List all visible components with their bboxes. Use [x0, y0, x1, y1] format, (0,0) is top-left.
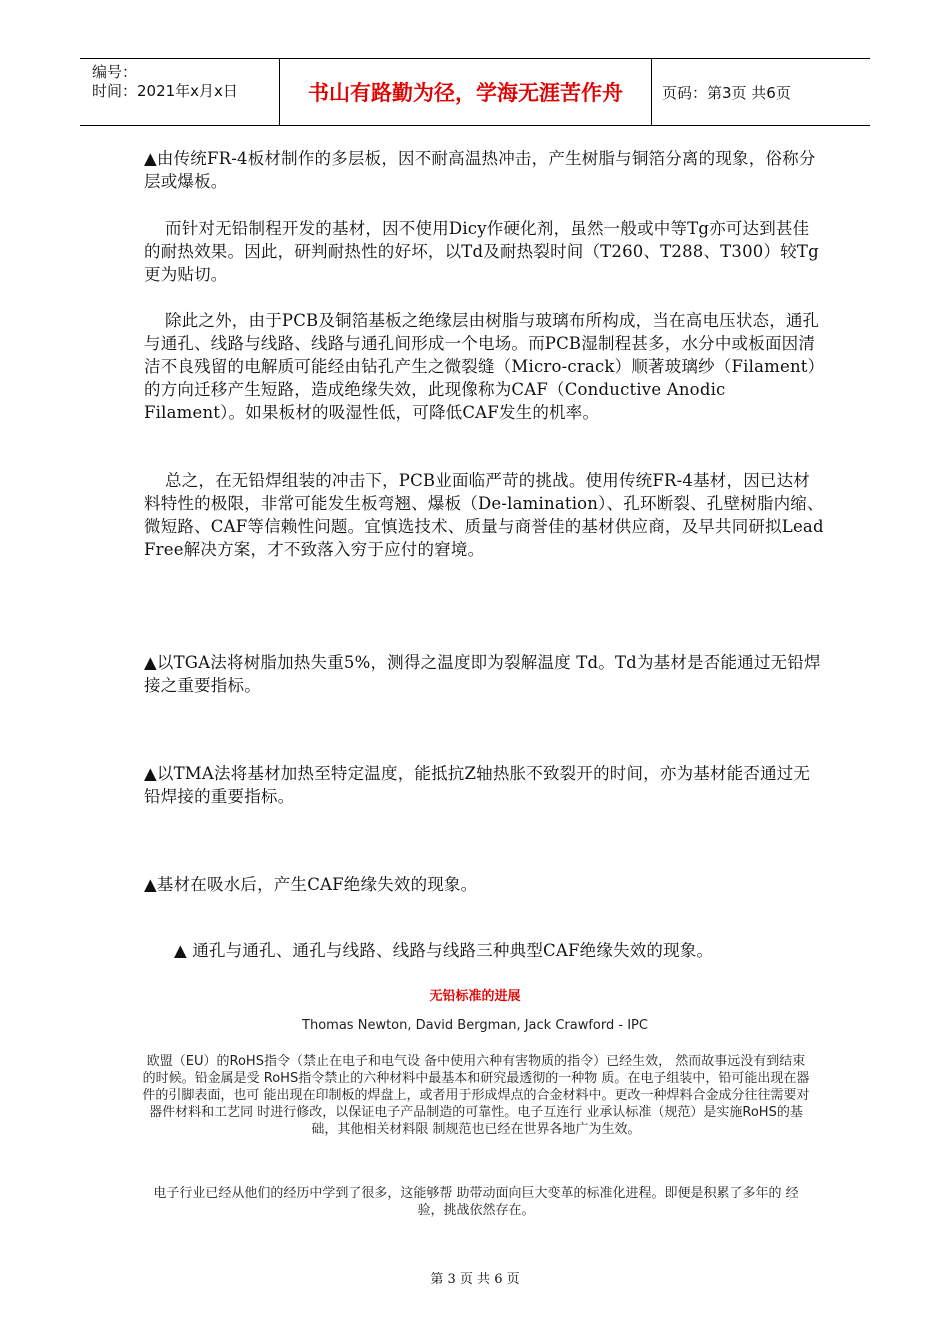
document-number: 编号：	[92, 63, 138, 81]
caption-tma	[144, 762, 824, 808]
caption-tga	[144, 651, 824, 697]
caption-caf-types	[174, 939, 834, 962]
paragraph-conclusion	[144, 469, 824, 561]
caption-text: ▲ 通孔与通孔、通孔与线路、线路与线路三种典型CAF绝缘失效的现象。	[174, 941, 714, 960]
caption-text: ▲基材在吸水后，产生CAF绝缘失效的现象。	[144, 875, 478, 894]
header-motto: 书山有路勤为径，学海无涯苦作舟	[280, 59, 652, 125]
caption-text: ▲以TMA法将基材加热至特定温度，能抵抗Z轴热胀不致裂开的时间，亦为基材能否通过无铅焊接的重要指标。	[144, 764, 811, 806]
paragraph-dicy	[144, 217, 824, 286]
paragraph-delamination	[144, 147, 824, 193]
caption-caf-water	[144, 873, 824, 896]
paragraph-text: ▲由传统FR-4板材制作的多层板，因不耐高温热冲击，产生树脂与铜箔分离的现象，俗称分层或爆板。	[144, 149, 816, 191]
paragraph-text: 而针对无铅制程开发的基材，因不使用Dicy作硬化剂，虽然一般或中等Tg亦可达到甚佳的耐热效果。因此，研判耐热性的好坏，以Td及耐热裂时间（T260、T288、T300）较Tg更为贴切。	[144, 219, 819, 284]
paragraph-text: 除此之外，由于PCB及铜箔基板之绝缘层由树脂与玻璃布所构成，当在高电压状态，通孔与通孔、线路与线路、线路与通孔间形成一个电场。而PCB湿制程甚多，水分中或板面因清洁不良残留的电解质可能经由钻孔产生之微裂缝（Micro-crack）顺著玻璃纱（Filament）的方向迁移产生短路，造成绝缘失效，此现像称为CAF（Conductive Anodic Filament）。如果板材的吸湿性低，可降低CAF发生的机率。	[144, 311, 820, 422]
article-title: 无铅标准的进展	[429, 989, 521, 1004]
paragraph-caf	[144, 309, 824, 424]
article-authors: Thomas Newton, David Bergman, Jack Crawford - IPC	[302, 1018, 648, 1033]
paragraph-text: 总之，在无铅焊组装的冲击下，PCB业面临严苛的挑战。使用传统FR-4基材，因已达材料特性的极限，非常可能发生板弯翘、爆板（De-lamination）、孔环断裂、孔壁树脂内缩、微短路、CAF等信赖性问题。宜慎选技术、质量与商誉佳的基材供应商，及早共同研拟Lead Free解决方案，才不致落入穷于应付的窘境。	[144, 471, 824, 559]
header-page-number: 页码：第3页 共6页	[662, 83, 791, 102]
document-date: 时间：2021年x月x日	[92, 82, 238, 100]
article-abstract-2: 电子行业已经从他们的经历中学到了很多，这能够帮 助带动面向巨大变革的标准化进程。即便是积累了多年的 经验，挑战依然存在。	[153, 1186, 799, 1218]
page-footer: 第 3 页 共 6 页	[430, 1272, 520, 1287]
article-abstract-1: 欧盟（EU）的RoHS指令（禁止在电子和电气设 备中使用六种有害物质的指令）已经生效， 然而故事远没有到结束的时候。铅金属是受 RoHS指令禁止的六种材料中最基本和研究最透彻的一种物 质。在电子组装中，铅可能出现在器件的引脚表面，也可 能出现在印制板的焊盘上，或者用于形成焊点的合金材料中。更改一种焊料合金成分往往需要对器件材料和工艺同 时进行修改，以保证电子产品制造的可靠性。电子互连行 业承认标准（规范）是实施RoHS的基础，其他相关材料限 制规范也已经在世界各地广为生效。	[142, 1054, 810, 1137]
caption-text: ▲以TGA法将树脂加热失重5%，测得之温度即为裂解温度 Td。Td为基材是否能通过无铅焊接之重要指标。	[144, 653, 821, 695]
header-meta	[80, 59, 280, 125]
page-header	[80, 58, 870, 126]
